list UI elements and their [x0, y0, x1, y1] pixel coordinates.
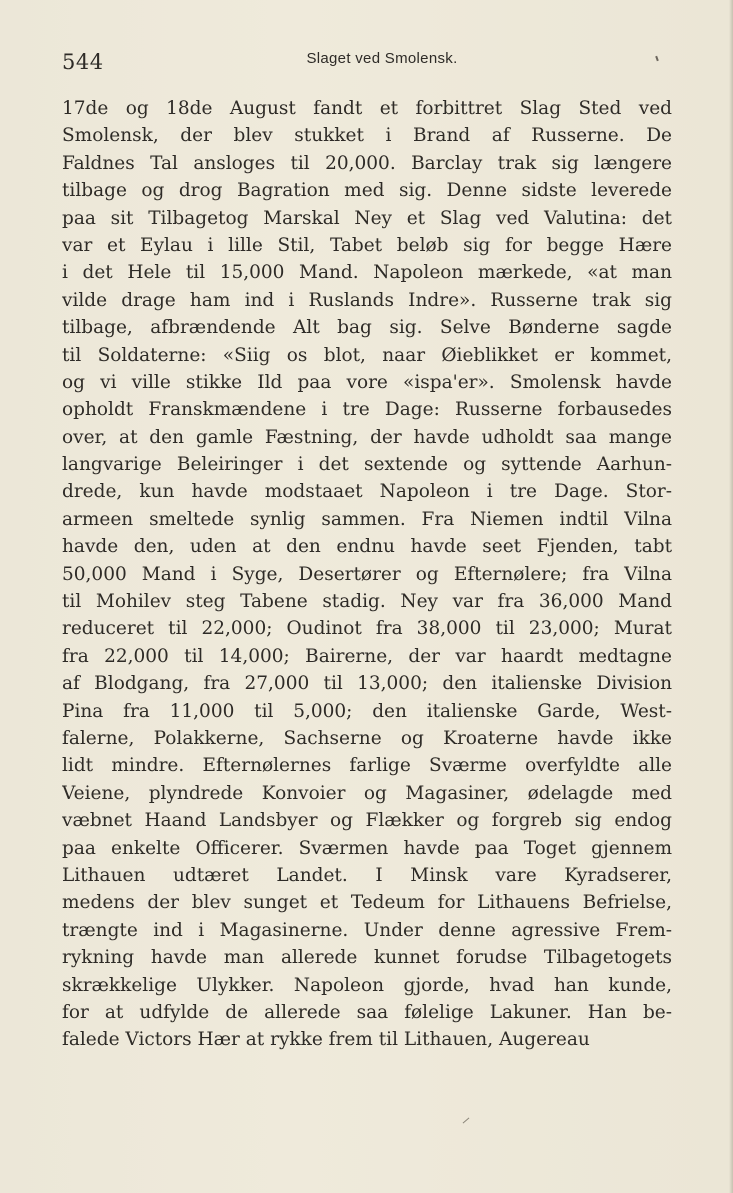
text-line: trængte ind i Magasinerne. Under denne agressive Frem-	[62, 919, 672, 941]
text-line: Faldnes Tal ansloges til 20,000. Barclay trak sig længere	[62, 152, 672, 174]
text-line: og vi ville stikke Ild paa vore «ispa'er». Smolensk havde	[62, 371, 672, 393]
text-line: drede, kun havde modstaaet Napoleon i tre Dage. Stor-	[62, 481, 672, 503]
text-line: i det Hele til 15,000 Mand. Napoleon mærkede, «at man	[62, 262, 672, 284]
text-line: tilbage, afbrændende Alt bag sig. Selve Bønderne sagde	[62, 317, 672, 339]
text-line: vilde drage ham ind i Ruslands Indre». Russerne trak sig	[62, 289, 672, 311]
running-head: Slaget ved Smolensk.	[306, 50, 458, 67]
text-line: langvarige Beleiringer i det sextende og syttende Aarhun-	[62, 454, 672, 476]
text-line: Veiene, plyndrede Konvoier og Magasiner, ødelagde med	[62, 782, 672, 804]
text-line: paa enkelte Officerer. Sværmen havde paa Toget gjennem	[62, 837, 672, 859]
text-line: havde den, uden at den endnu havde seet Fjenden, tabt	[62, 536, 672, 558]
text-line: skrækkelige Ulykker. Napoleon gjorde, hvad han kunde,	[62, 974, 672, 996]
page-header	[62, 46, 672, 80]
body-text	[62, 95, 672, 1054]
text-line: lidt mindre. Efternølernes farlige Sværme overfyldte alle	[62, 755, 672, 777]
text-line: opholdt Franskmændene i tre Dage: Russerne forbausedes	[62, 399, 672, 421]
text-line: til Soldaterne: «Siig os blot, naar Øieblikket er kommet,	[62, 344, 672, 366]
text-line: falerne, Polakkerne, Sachserne og Kroaterne havde ikke	[62, 727, 672, 749]
text-line: Smolensk, der blev stukket i Brand af Russerne. De	[62, 125, 672, 147]
text-line: medens der blev sunget et Tedeum for Lithauens Befrielse,	[62, 892, 672, 914]
text-line: falede Victors Hær at rykke frem til Lithauen, Augereau	[62, 1029, 590, 1051]
text-line: for at udfylde de allerede saa følelige Lakuner. Han be-	[62, 1001, 672, 1023]
page-edge-shadow	[729, 0, 733, 1193]
text-line: væbnet Haand Landsbyer og Flækker og forgreb sig endog	[62, 810, 672, 832]
text-line: Pina fra 11,000 til 5,000; den italienske Garde, West-	[62, 700, 672, 722]
text-line: paa sit Tilbagetog Marskal Ney et Slag ved Valutina: det	[62, 207, 672, 229]
text-line: til Mohilev steg Tabene stadig. Ney var fra 36,000 Mand	[62, 591, 672, 613]
text-line: tilbage og drog Bagration med sig. Denne sidste leverede	[62, 180, 672, 202]
text-line: Lithauen udtæret Landet. I Minsk vare Kyradserer,	[62, 864, 672, 886]
pencil-mark	[463, 1118, 470, 1124]
text-line: var et Eylau i lille Stil, Tabet beløb sig for begge Hære	[62, 234, 672, 256]
text-line: over, at den gamle Fæstning, der havde udholdt saa mange	[62, 426, 672, 448]
text-line: af Blodgang, fra 27,000 til 13,000; den italienske Division	[62, 673, 672, 695]
text-line: armeen smeltede synlig sammen. Fra Niemen indtil Vilna	[62, 508, 672, 530]
page-number: 544	[62, 50, 104, 74]
text-line: 17de og 18de August fandt et forbittret Slag Sted ved	[62, 98, 672, 119]
text-line: fra 22,000 til 14,000; Bairerne, der var haardt medtagne	[62, 645, 672, 667]
text-line: 50,000 Mand i Syge, Desertører og Efternølere; fra Vilna	[62, 563, 672, 585]
text-line: rykning havde man allerede kunnet forudse Tilbagetogets	[62, 947, 672, 969]
text-line: reduceret til 22,000; Oudinot fra 38,000 til 23,000; Murat	[62, 618, 672, 640]
